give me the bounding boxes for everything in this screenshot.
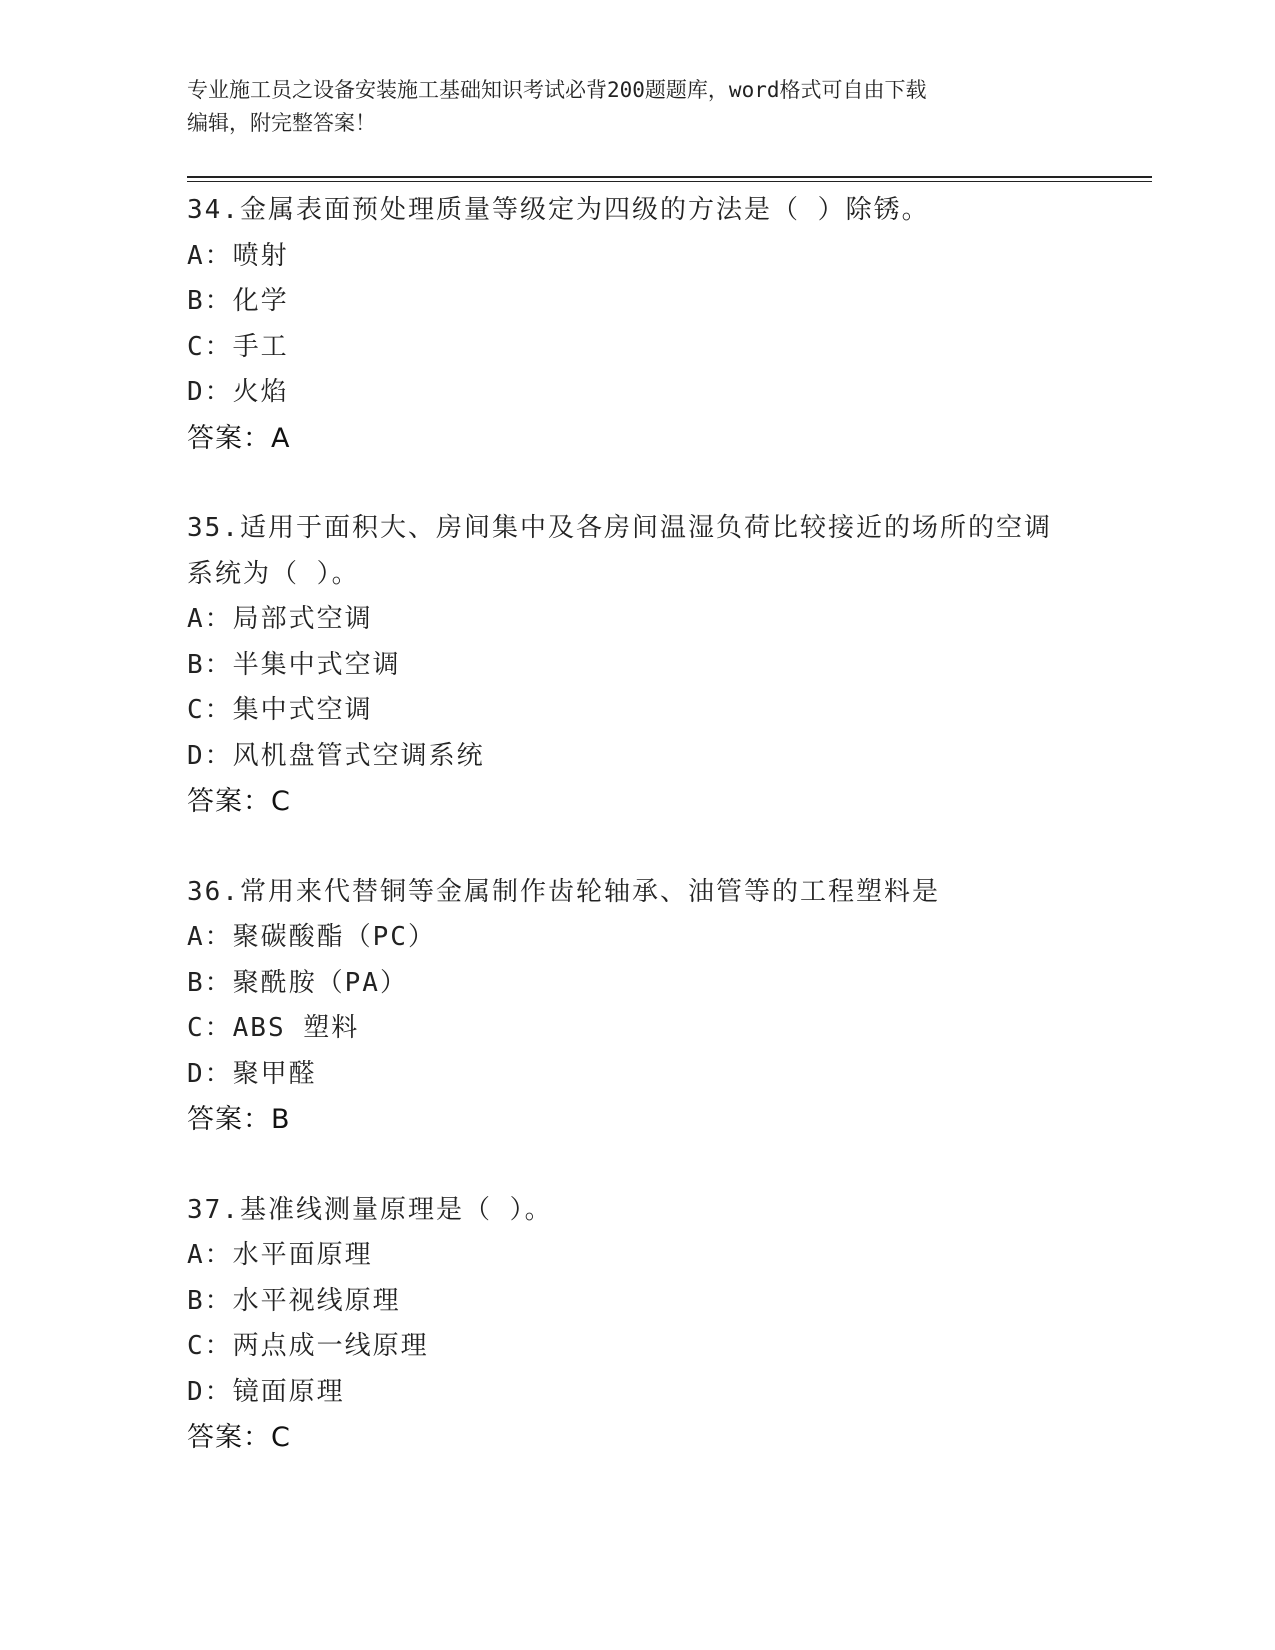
option-c: C：集中式空调: [187, 695, 373, 725]
option-b: B：半集中式空调: [187, 649, 401, 680]
header-divider-thick: [187, 176, 1152, 178]
answer: 答案：C: [187, 786, 291, 817]
question-gap: [187, 825, 1087, 870]
answer: 答案：A: [187, 422, 291, 454]
option-b: B：水平视线原理: [187, 1285, 401, 1316]
option-d: D：火焰: [187, 377, 289, 407]
question-stem: 37.基准线测量原理是（ ）。: [187, 1194, 553, 1225]
option-a: A：喷射: [187, 240, 289, 271]
answer: 答案：B: [187, 1104, 291, 1135]
question-34: [187, 188, 1087, 461]
header-divider-thin: [187, 181, 1152, 182]
question-37: [187, 1188, 1087, 1461]
option-a: A：水平面原理: [187, 1240, 373, 1270]
option-b: B：化学: [187, 286, 289, 316]
option-c: C：手工: [187, 331, 289, 362]
header-line-2: 编辑，附完整答案！: [187, 111, 376, 135]
question-36: [187, 870, 1087, 1143]
question-stem: 34.金属表面预处理质量等级定为四级的方法是（ ）除锈。: [187, 195, 930, 225]
option-d: D：风机盘管式空调系统: [187, 740, 485, 771]
question-stem: 35.适用于面积大、房间集中及各房间温湿负荷比较接近的场所的空调: [187, 513, 1052, 543]
option-a: A：局部式空调: [187, 604, 373, 634]
option-b: B：聚酰胺（PA）: [187, 967, 408, 998]
question-gap: [187, 1143, 1087, 1188]
option-a: A：聚碳酸酯（PC）: [187, 922, 436, 952]
question-stem-continued: 系统为（ ）。: [187, 558, 360, 589]
document-header: [187, 74, 1067, 140]
option-c: C：ABS 塑料: [187, 1013, 360, 1043]
option-d: D：镜面原理: [187, 1376, 345, 1407]
option-d: D：聚甲醛: [187, 1058, 317, 1089]
option-c: C：两点成一线原理: [187, 1331, 429, 1361]
header-line-1: 专业施工员之设备安装施工基础知识考试必背200题题库，word格式可自由下载: [187, 78, 927, 102]
question-list: [187, 188, 1087, 1461]
question-35: [187, 506, 1087, 825]
question-stem: 36.常用来代替铜等金属制作齿轮轴承、油管等的工程塑料是: [187, 876, 940, 907]
answer: 答案：C: [187, 1422, 291, 1453]
question-gap: [187, 461, 1087, 506]
